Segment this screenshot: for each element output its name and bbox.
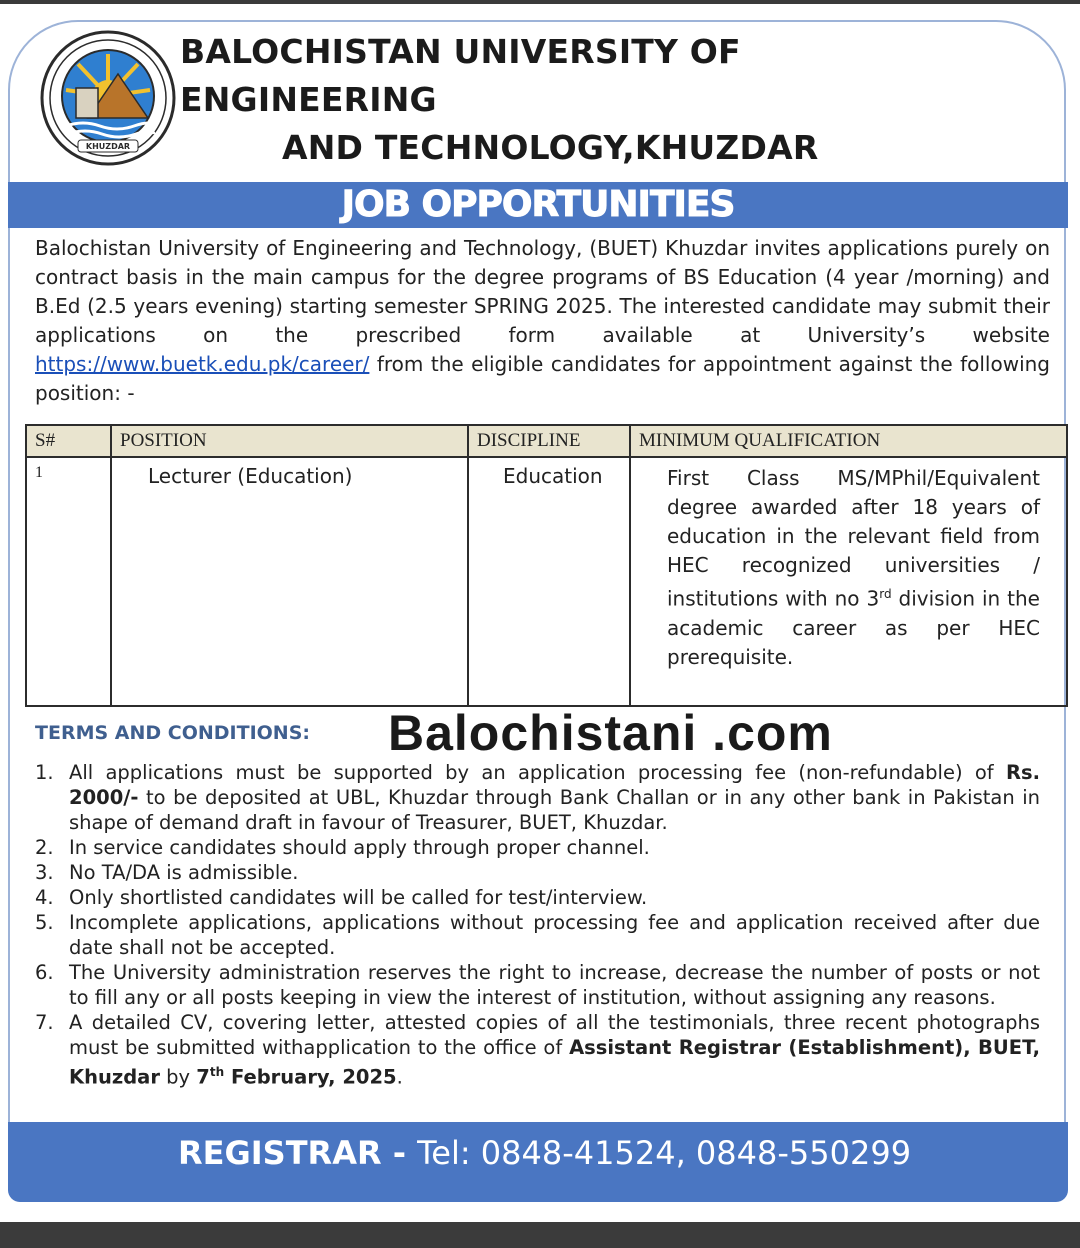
title-line-2: AND TECHNOLOGY,KHUZDAR [282,128,819,167]
term-text: Only shortlisted candidates will be called for test/interview. [69,886,648,909]
terms-heading: TERMS AND CONDITIONS: [35,722,310,744]
term-bold: Assistant Registrar (Establishment), BUET, Khuzdar [69,1036,1040,1089]
top-strip [0,0,1080,4]
header-qualification: MINIMUM QUALIFICATION [630,425,1067,457]
term-text: No TA/DA is admissible. [69,861,299,884]
term-bold: February, 2025 [224,1065,397,1089]
title-line-1: BALOCHISTAN UNIVERSITY OF ENGINEERING [180,32,741,119]
banner-label: JOB OPPORTUNITIES [341,184,735,225]
intro-text-after: from the eligible candidates for appointment against the following position: - [35,352,1050,405]
qualification-text: First Class MS/MPhil/Equivalent degree awarded after 18 years of education in the relevant field from HEC recognized universities / institutions with no 3 [667,466,1040,611]
university-logo [38,28,178,168]
table-row [26,457,1067,706]
table-header-row [26,425,1067,457]
term-number: 2. [35,836,54,859]
terms-list [35,760,1040,1090]
header-sn: S# [26,425,111,457]
cell-sn: 1 [26,457,111,706]
list-item [35,760,1040,835]
term-bold: 7 [196,1065,210,1089]
cell-position: Lecturer (Education) [111,457,468,706]
registrar-label: REGISTRAR - [178,1134,418,1172]
qualification-text-after: division in the academic career as per HEC prerequisite. [667,586,1040,669]
list-item [35,960,1040,1010]
term-text: The University administration reserves the right to increase, decrease the number of posts or not to fill any or all posts keeping in view the interest of institution, without assigning any reasons. [69,961,1040,1009]
list-item [35,910,1040,960]
term-number: 1. [35,761,54,784]
intro-text: Balochistan University of Engineering and Technology, (BUET) Khuzdar invites applications purely on contract basis in the main campus for the degree programs of BS Education (4 year /morning) and B.Ed (2.5 years evening) starting semester SPRING 2025. The interested candidate may submit their applications on the prescribed form available at University’s website [35,236,1050,347]
footer-text [178,1134,911,1172]
term-number: 3. [35,861,54,884]
list-item [35,885,1040,910]
term-bold: Rs. 2000/- [69,761,1040,809]
intro-paragraph [35,234,1050,408]
logo-text: KHUZDAR [85,142,131,151]
term-text: . [396,1065,403,1089]
term-text: In service candidates should apply through proper channel. [69,836,650,859]
term-number: 5. [35,911,54,934]
bottom-strip [0,1222,1080,1248]
job-opportunities-banner [8,182,1068,228]
registrar-tel: Tel: 0848-41524, 0848-550299 [417,1134,912,1172]
term-text: by [159,1065,197,1089]
term-number: 4. [35,886,54,909]
term-text: A detailed CV, covering letter, attested copies of all the testimonials, three recent photographs must be submitted withapplication to the office of [69,1011,1040,1059]
career-link[interactable]: https://www.buetk.edu.pk/career/ [35,352,370,376]
footer-banner [8,1122,1068,1202]
university-title [180,28,940,172]
cell-discipline: Education [468,457,630,706]
term-sup: th [209,1065,225,1079]
term-text: Incomplete applications, applications without processing fee and application received after due date shall not be accepted. [69,911,1040,959]
list-item [35,1010,1040,1090]
header-discipline: DISCIPLINE [468,425,630,457]
term-number: 6. [35,961,54,984]
term-text: to be deposited at UBL, Khuzdar through Bank Challan or in any other bank in Pakistan in shape of demand draft in favour of Treasurer, BUET, Khuzdar. [69,786,1040,834]
watermark: Balochistani .com [388,705,833,761]
list-item [35,860,1040,885]
qualification-sup: rd [879,587,892,601]
cell-qualification [630,457,1067,706]
term-text: All applications must be supported by an application processing fee (non-refundable) of [69,761,1006,784]
term-number: 7. [35,1011,54,1034]
list-item [35,835,1040,860]
header-position: POSITION [111,425,468,457]
positions-table [25,424,1068,707]
